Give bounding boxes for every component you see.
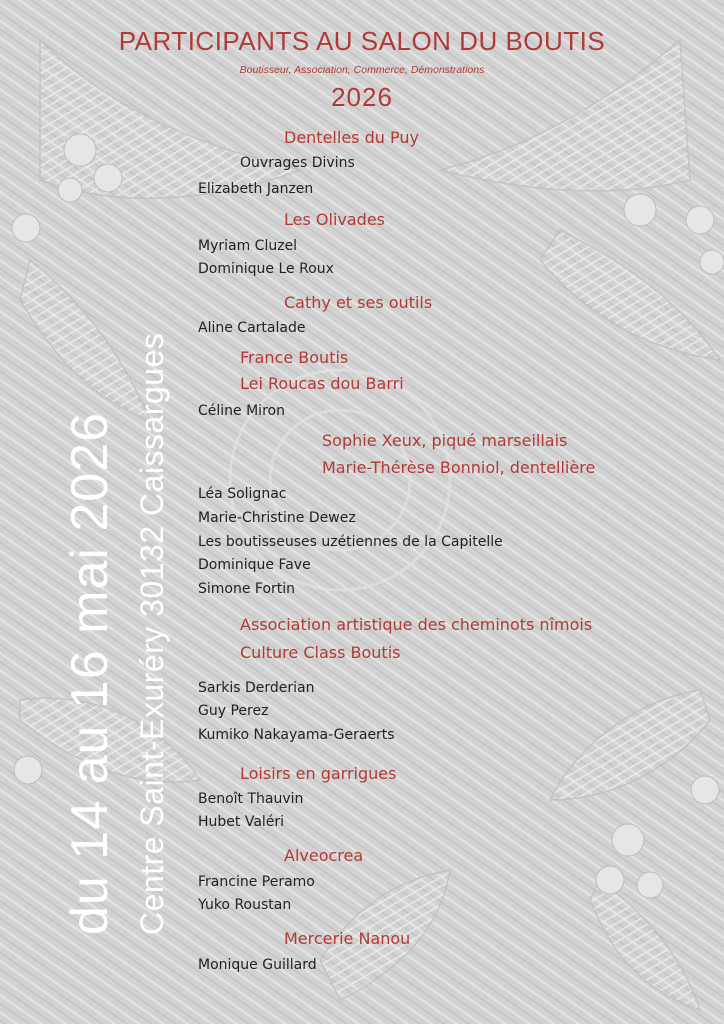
participant-name: Monique Guillard <box>198 957 317 973</box>
participant-name: Elizabeth Janzen <box>198 181 314 197</box>
participant-name: Hubet Valéri <box>198 814 285 830</box>
participant-organization: Mercerie Nanou <box>284 929 411 948</box>
participant-name: Léa Solignac <box>198 486 287 502</box>
page-title: PARTICIPANTS AU SALON DU BOUTIS <box>118 26 606 56</box>
participant-name: Guy Perez <box>198 703 269 719</box>
participant-name: Les boutisseuses uzétiennes de la Capitelle <box>198 534 503 550</box>
participant-name: Marie-Christine Dewez <box>198 510 356 526</box>
participant-name: Yuko Roustan <box>198 897 292 913</box>
participant-name: Myriam Cluzel <box>198 238 298 254</box>
participant-organization: Loisirs en garrigues <box>240 764 397 783</box>
page-subtitle: Boutisseur, Association, Commerce, Démonstrations <box>239 64 485 76</box>
participant-organization: Association artistique des cheminots nîmois <box>240 615 593 634</box>
participant-name: Francine Peramo <box>198 874 315 890</box>
participant-name: Kumiko Nakayama-Geraerts <box>198 727 395 743</box>
participant-name: Simone Fortin <box>198 581 296 597</box>
participant-organization: Lei Roucas dou Barri <box>240 374 404 393</box>
participant-organization: Cathy et ses outils <box>284 293 433 312</box>
participant-organization: Les Olivades <box>284 210 385 229</box>
event-dates: du 14 au 16 mai 2026 <box>61 411 119 935</box>
participant-name: Sarkis Derderian <box>198 680 315 696</box>
participant-name: Ouvrages Divins <box>240 155 355 171</box>
participant-name: Aline Cartalade <box>198 320 306 336</box>
event-venue: Centre Saint-Exuréry 30132 Caissargues <box>134 332 170 935</box>
event-year: 2026 <box>331 82 393 112</box>
participant-organization: Marie-Thérèse Bonniol, dentellière <box>322 458 596 477</box>
participant-name: Céline Miron <box>198 403 285 419</box>
participant-name: Dominique Fave <box>198 557 311 573</box>
participant-organization: Alveocrea <box>284 846 364 865</box>
participant-organization: Dentelles du Puy <box>284 128 419 147</box>
participant-organization: France Boutis <box>240 348 349 367</box>
participant-organization: Sophie Xeux, piqué marseillais <box>322 431 568 450</box>
participant-name: Dominique Le Roux <box>198 261 334 277</box>
participant-name: Benoît Thauvin <box>198 791 304 807</box>
participant-organization: Culture Class Boutis <box>240 643 401 662</box>
